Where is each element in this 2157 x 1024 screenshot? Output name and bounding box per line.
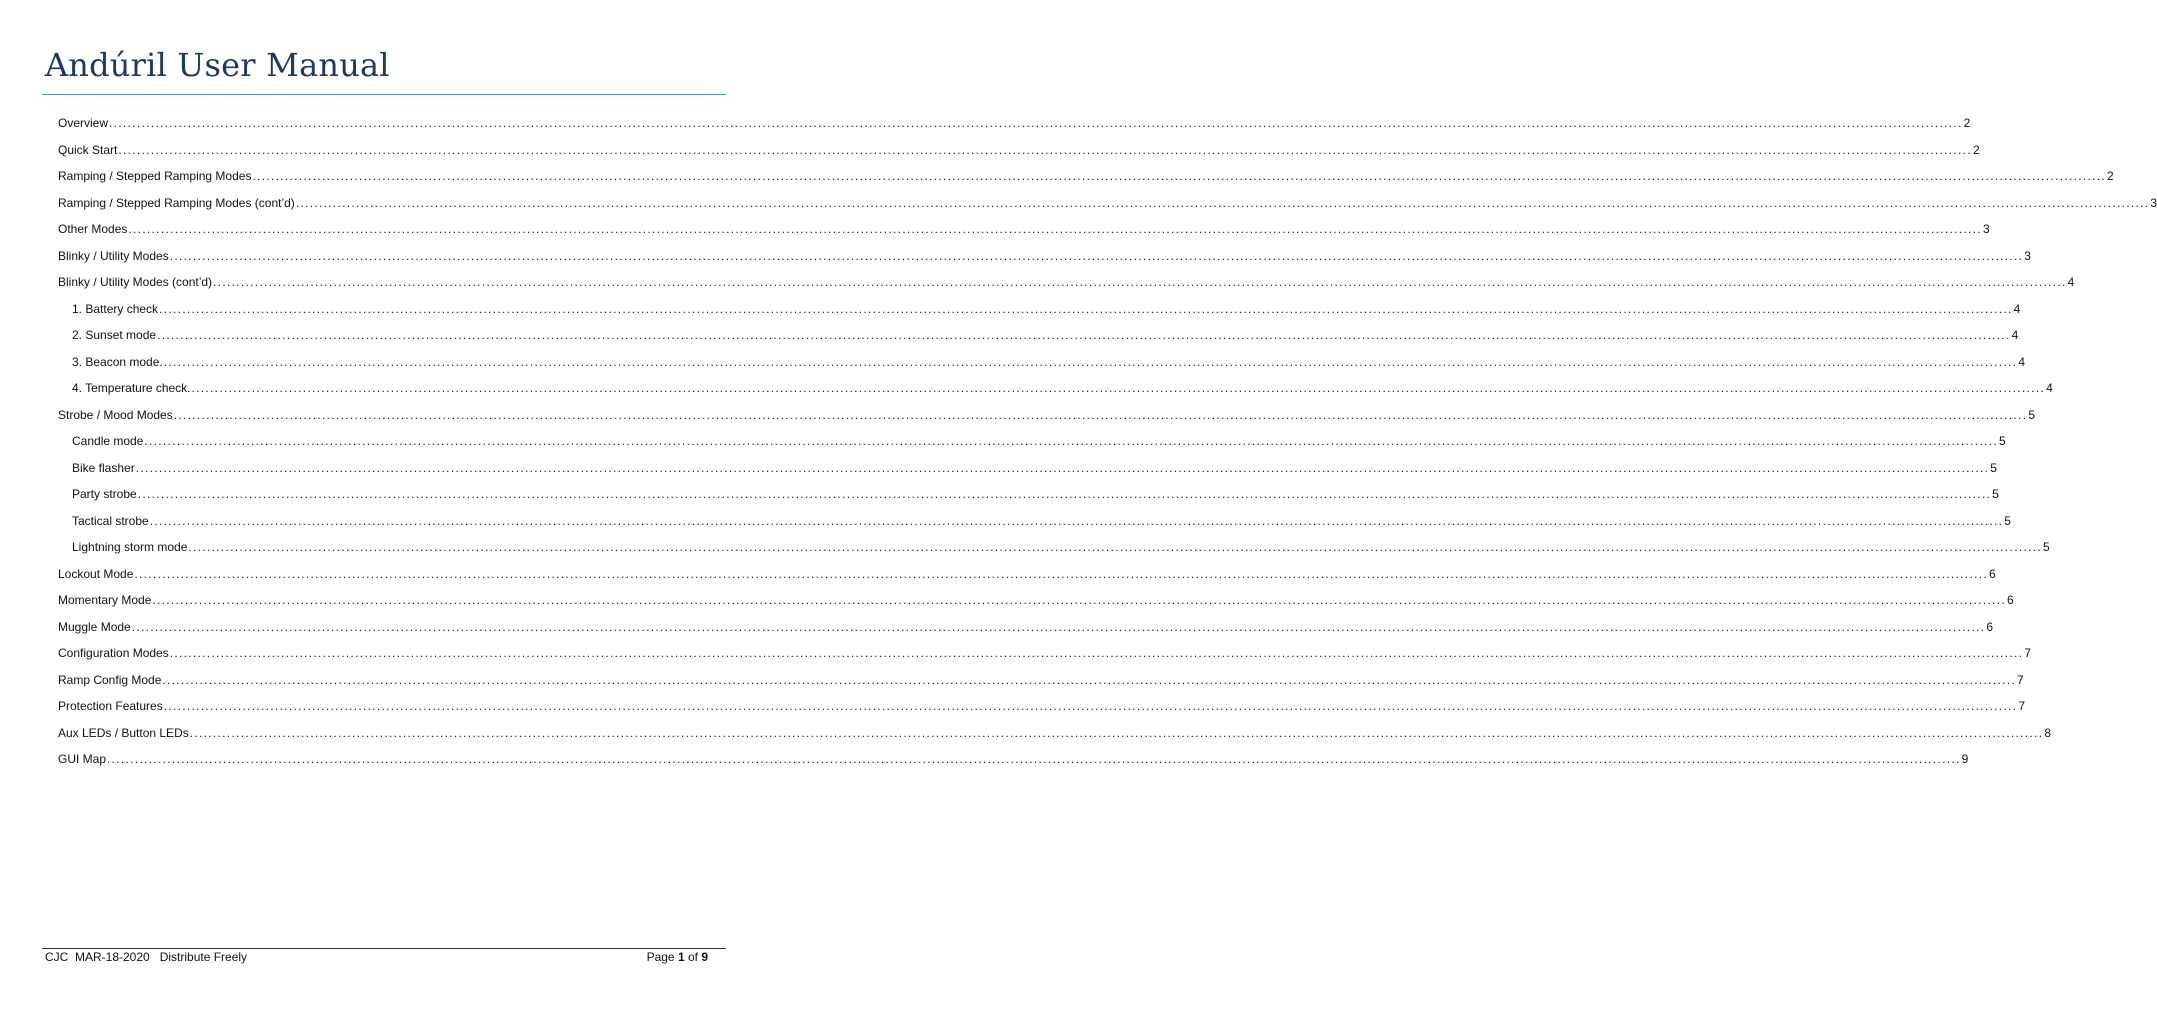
toc-dot-leader: ................................................................................................................................................................................................................................................................................................................................................................................................................: [169, 646, 2024, 660]
toc-entry[interactable]: [58, 587, 2014, 614]
toc-entry-page: 4: [2013, 301, 2021, 316]
toc-dot-leader: ................................................................................................................................................................................................................................................................................................................................................................................................................: [134, 566, 1988, 581]
toc-entry[interactable]: [58, 243, 2031, 270]
toc-entry-label: Ramping / Stepped Ramping Modes (cont’d): [58, 195, 295, 210]
toc-entry-label: Protection Features: [58, 699, 163, 713]
toc-dot-leader: ................................................................................................................................................................................................................................................................................................................................................................................................................: [213, 275, 2067, 289]
toc-dot-leader: ................................................................................................................................................................................................................................................................................................................................................................................................................: [131, 619, 1986, 634]
toc-dot-leader: ................................................................................................................................................................................................................................................................................................................................................................................................................: [149, 513, 2004, 528]
toc-dot-leader: ................................................................................................................................................................................................................................................................................................................................................................................................................: [159, 301, 2013, 316]
footer-left-text: CJC MAR-18-2020 Distribute Freely: [45, 950, 248, 964]
toc-entry[interactable]: [58, 455, 1997, 482]
page-of: of: [684, 950, 702, 964]
toc-entry-label: Ramping / Stepped Ramping Modes: [58, 169, 252, 183]
toc-dot-leader: ................................................................................................................................................................................................................................................................................................................................................................................................................: [107, 752, 1961, 766]
toc-entry[interactable]: [58, 693, 2025, 720]
toc-dot-leader: ................................................................................................................................................................................................................................................................................................................................................................................................................: [169, 248, 2024, 263]
toc-dot-leader: ................................................................................................................................................................................................................................................................................................................................................................................................................: [152, 593, 2006, 607]
table-of-contents: [58, 110, 2157, 773]
toc-entry[interactable]: [58, 110, 1971, 137]
toc-dot-leader: ................................................................................................................................................................................................................................................................................................................................................................................................................: [295, 195, 2150, 210]
toc-dot-leader: ................................................................................................................................................................................................................................................................................................................................................................................................................: [163, 699, 2018, 713]
toc-entry-page: 7: [2024, 646, 2032, 660]
toc-entry-label: Blinky / Utility Modes (cont’d): [58, 275, 213, 289]
toc-entry-label: Ramp Config Mode: [58, 672, 162, 687]
toc-entry-label: Momentary Mode: [58, 593, 152, 607]
toc-dot-leader: ................................................................................................................................................................................................................................................................................................................................................................................................................: [188, 540, 2042, 554]
toc-entry-label: Other Modes: [58, 222, 128, 236]
toc-entry-label: Lightning storm mode: [72, 540, 188, 554]
toc-entry-page: 6: [1986, 619, 1993, 634]
page-total: 9: [701, 950, 708, 964]
toc-entry[interactable]: [58, 137, 1980, 164]
toc-entry-page: 5: [1998, 434, 2006, 448]
toc-entry[interactable]: [58, 614, 1993, 641]
toc-entry-page: 4: [2067, 275, 2075, 289]
toc-entry[interactable]: [58, 720, 2052, 747]
toc-entry-label: Tactical strobe: [72, 513, 149, 528]
toc-entry-label: Aux LEDs / Button LEDs: [58, 725, 189, 740]
toc-entry[interactable]: [58, 402, 2036, 429]
toc-entry-page: 5: [2028, 407, 2036, 422]
toc-dot-leader: ................................................................................................................................................................................................................................................................................................................................................................................................................: [189, 725, 2044, 740]
toc-entry-page: 2: [2107, 169, 2114, 183]
toc-dot-leader: ................................................................................................................................................................................................................................................................................................................................................................................................................: [162, 672, 2016, 687]
toc-entry-page: 6: [2006, 593, 2014, 607]
toc-entry-label: 2. Sunset mode: [72, 328, 157, 342]
toc-entry[interactable]: [58, 481, 1999, 508]
toc-entry-label: GUI Map: [58, 752, 107, 766]
toc-entry-page: 3: [2024, 248, 2031, 263]
toc-entry-label: 1. Battery check: [72, 301, 159, 316]
toc-entry[interactable]: [58, 190, 2157, 217]
toc-entry-page: 8: [2044, 725, 2052, 740]
toc-entry[interactable]: [58, 534, 2050, 561]
toc-entry-page: 7: [2016, 672, 2024, 687]
toc-entry[interactable]: [58, 269, 2075, 296]
toc-entry[interactable]: [58, 216, 1990, 243]
toc-entry-page: 3: [2150, 195, 2157, 210]
toc-entry-label: Configuration Modes: [58, 646, 169, 660]
page-prefix: Page: [646, 950, 678, 964]
toc-dot-leader: ................................................................................................................................................................................................................................................................................................................................................................................................................: [118, 142, 1972, 157]
toc-entry-page: 6: [1988, 566, 1996, 581]
toc-dot-leader: ................................................................................................................................................................................................................................................................................................................................................................................................................: [135, 460, 1990, 475]
toc-entry-page: 3: [1982, 222, 1990, 236]
toc-dot-leader: ................................................................................................................................................................................................................................................................................................................................................................................................................: [163, 354, 2018, 369]
toc-entry-page: 7: [2018, 699, 2025, 713]
toc-entry-label: Muggle Mode: [58, 619, 131, 634]
toc-dot-leader: ................................................................................................................................................................................................................................................................................................................................................................................................................: [173, 407, 2028, 422]
toc-entry[interactable]: [58, 322, 2019, 349]
toc-dot-leader: ................................................................................................................................................................................................................................................................................................................................................................................................................: [191, 381, 2046, 395]
toc-entry[interactable]: [58, 296, 2021, 323]
toc-entry[interactable]: [58, 375, 2053, 402]
toc-entry-page: 5: [1992, 487, 1999, 501]
toc-entry-page: 5: [1990, 460, 1997, 475]
toc-dot-leader: ................................................................................................................................................................................................................................................................................................................................................................................................................: [252, 169, 2107, 183]
toc-entry-page: 4: [2046, 381, 2053, 395]
toc-entry-page: 2: [1972, 142, 1980, 157]
toc-entry-page: 9: [1961, 752, 1969, 766]
toc-dot-leader: ................................................................................................................................................................................................................................................................................................................................................................................................................: [157, 328, 2011, 342]
toc-entry-page: 5: [2004, 513, 2011, 528]
toc-entry[interactable]: [58, 640, 2032, 667]
toc-dot-leader: ................................................................................................................................................................................................................................................................................................................................................................................................................: [109, 116, 1963, 130]
toc-entry-page: 5: [2043, 540, 2050, 554]
toc-entry-label: 4. Temperature check.: [72, 381, 191, 395]
toc-entry-label: Overview: [58, 116, 109, 130]
toc-dot-leader: ................................................................................................................................................................................................................................................................................................................................................................................................................: [128, 222, 1982, 236]
toc-entry-label: Strobe / Mood Modes: [58, 407, 173, 422]
toc-entry-label: Party strobe: [72, 487, 137, 501]
toc-entry-label: Lockout Mode: [58, 566, 134, 581]
toc-entry-label: Quick Start: [58, 142, 118, 157]
toc-entry[interactable]: [58, 667, 2024, 694]
toc-entry-page: 4: [2018, 354, 2026, 369]
toc-entry[interactable]: [58, 746, 1969, 773]
toc-dot-leader: ................................................................................................................................................................................................................................................................................................................................................................................................................: [144, 434, 1998, 448]
footer-divider: [42, 948, 726, 949]
document-title: Andúril User Manual: [45, 46, 390, 84]
toc-dot-leader: ................................................................................................................................................................................................................................................................................................................................................................................................................: [137, 487, 1992, 501]
toc-entry[interactable]: [58, 349, 2026, 376]
toc-entry[interactable]: [58, 163, 2114, 190]
toc-entry-page: 4: [2011, 328, 2019, 342]
toc-entry-page: 2: [1963, 116, 1971, 130]
toc-entry[interactable]: [58, 428, 2006, 455]
page-number: [647, 950, 708, 964]
toc-entry-label: Bike flasher: [72, 460, 135, 475]
toc-entry[interactable]: [58, 508, 2011, 535]
toc-entry[interactable]: [58, 561, 1996, 588]
toc-entry-label: Candle mode: [72, 434, 144, 448]
toc-entry-label: Blinky / Utility Modes: [58, 248, 169, 263]
title-divider: [42, 94, 726, 95]
page-current: 1: [677, 950, 685, 964]
toc-entry-label: 3. Beacon mode.: [72, 354, 163, 369]
